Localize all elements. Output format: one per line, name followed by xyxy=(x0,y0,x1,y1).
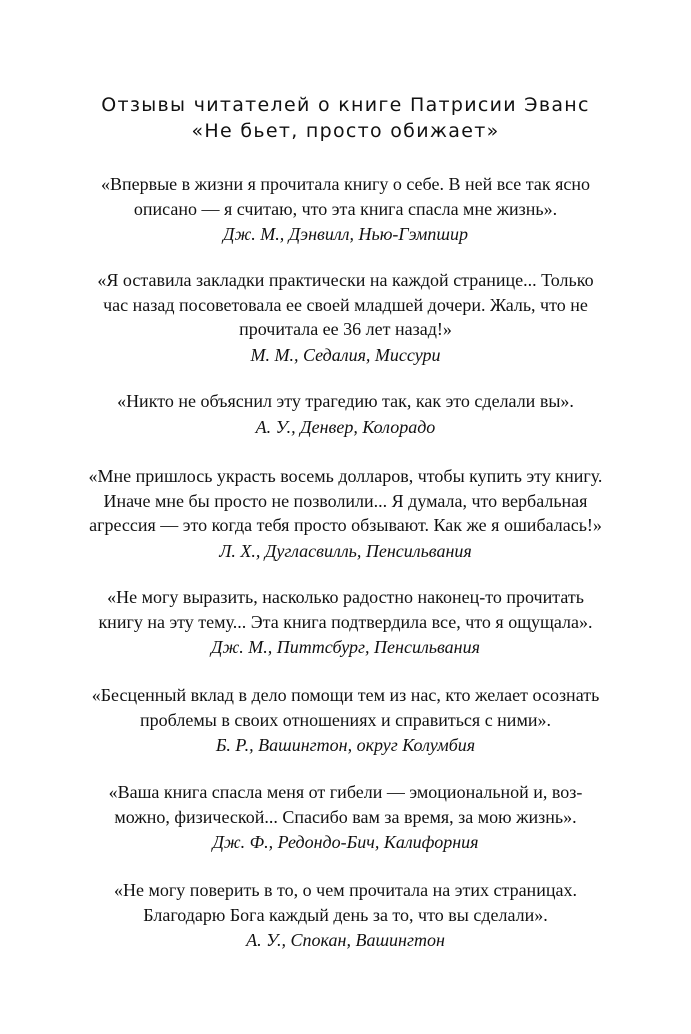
review-attribution: Л. Х., Дугласвилль, Пенсильвания xyxy=(219,540,472,561)
review-8 xyxy=(80,878,611,953)
review-3 xyxy=(80,389,611,439)
review-quote-line: «Мне пришлось украсть восемь долларов, чтобы купить эту книгу. xyxy=(88,466,603,486)
review-attribution: Дж. М., Дэнвилл, Нью-Гэмпшир xyxy=(223,224,468,244)
review-attribution: Дж. Ф., Редондо-Бич, Калифорния xyxy=(212,832,479,852)
review-quote-line: «Никто не объяснил эту трагедию так, как это сделали вы». xyxy=(117,391,574,411)
page-title xyxy=(0,92,691,144)
review-quote-line: Иначе мне бы просто не позволили... Я думала, что вербальная xyxy=(103,490,588,511)
review-quote-line: «Не могу выразить, насколько радостно наконец-то прочитать xyxy=(107,587,584,607)
review-quote-line: прочитала ее 36 лет назад!» xyxy=(239,319,452,339)
review-attribution: А. У., Денвер, Колорадо xyxy=(255,416,436,437)
review-7 xyxy=(80,780,611,855)
review-quote-line: «Я оставила закладки практически на каждой странице... Только xyxy=(97,270,594,290)
review-1 xyxy=(80,172,611,247)
review-attribution: Дж. М., Питтсбург, Пенсильвания xyxy=(211,637,480,657)
review-attribution: Б. Р., Вашингтон, округ Колумбия xyxy=(215,735,476,755)
page-title-line-1: Отзывы читателей о книге Патрисии Эванс xyxy=(101,94,590,116)
review-2 xyxy=(80,268,611,367)
review-quote-line: описано — я считаю, что эта книга спасла мне жизнь». xyxy=(133,198,558,219)
review-quote-line: «Не могу поверить в то, о чем прочитала на этих страницах. xyxy=(114,880,577,900)
review-quote-line: «Ваша книга спасла меня от гибели — эмоциональной и, воз- xyxy=(108,782,583,802)
page-title-line-2: «Не бьет, просто обижает» xyxy=(191,120,500,142)
review-quote-line: проблемы в своих отношениях и справиться с ними». xyxy=(140,709,551,730)
review-6 xyxy=(80,683,611,758)
review-attribution: А. У., Спокан, Вашингтон xyxy=(246,930,445,950)
review-quote-line: можно, физической... Спасибо вам за время, за мою жизнь». xyxy=(114,806,577,827)
review-quote-line: «Бесценный вклад в дело помощи тем из нас, кто желает осознать xyxy=(91,685,600,705)
review-quote-line: агрессия — это когда тебя просто обзывают. Как же я ошибалась!» xyxy=(89,515,602,535)
review-quote-line: «Впервые в жизни я прочитала книгу о себе. В ней все так ясно xyxy=(100,174,591,194)
review-attribution: М. М., Седалия, Миссури xyxy=(250,344,441,365)
review-quote-line: час назад посоветовала ее своей младшей дочери. Жаль, что не xyxy=(103,294,588,315)
review-quote-line: книгу на эту тему... Эта книга подтвердила все, что я ощущала». xyxy=(98,611,593,632)
review-quote-line: Благодарю Бога каждый день за то, что вы сделали». xyxy=(143,904,548,925)
review-5 xyxy=(80,585,611,660)
review-4 xyxy=(80,464,611,563)
